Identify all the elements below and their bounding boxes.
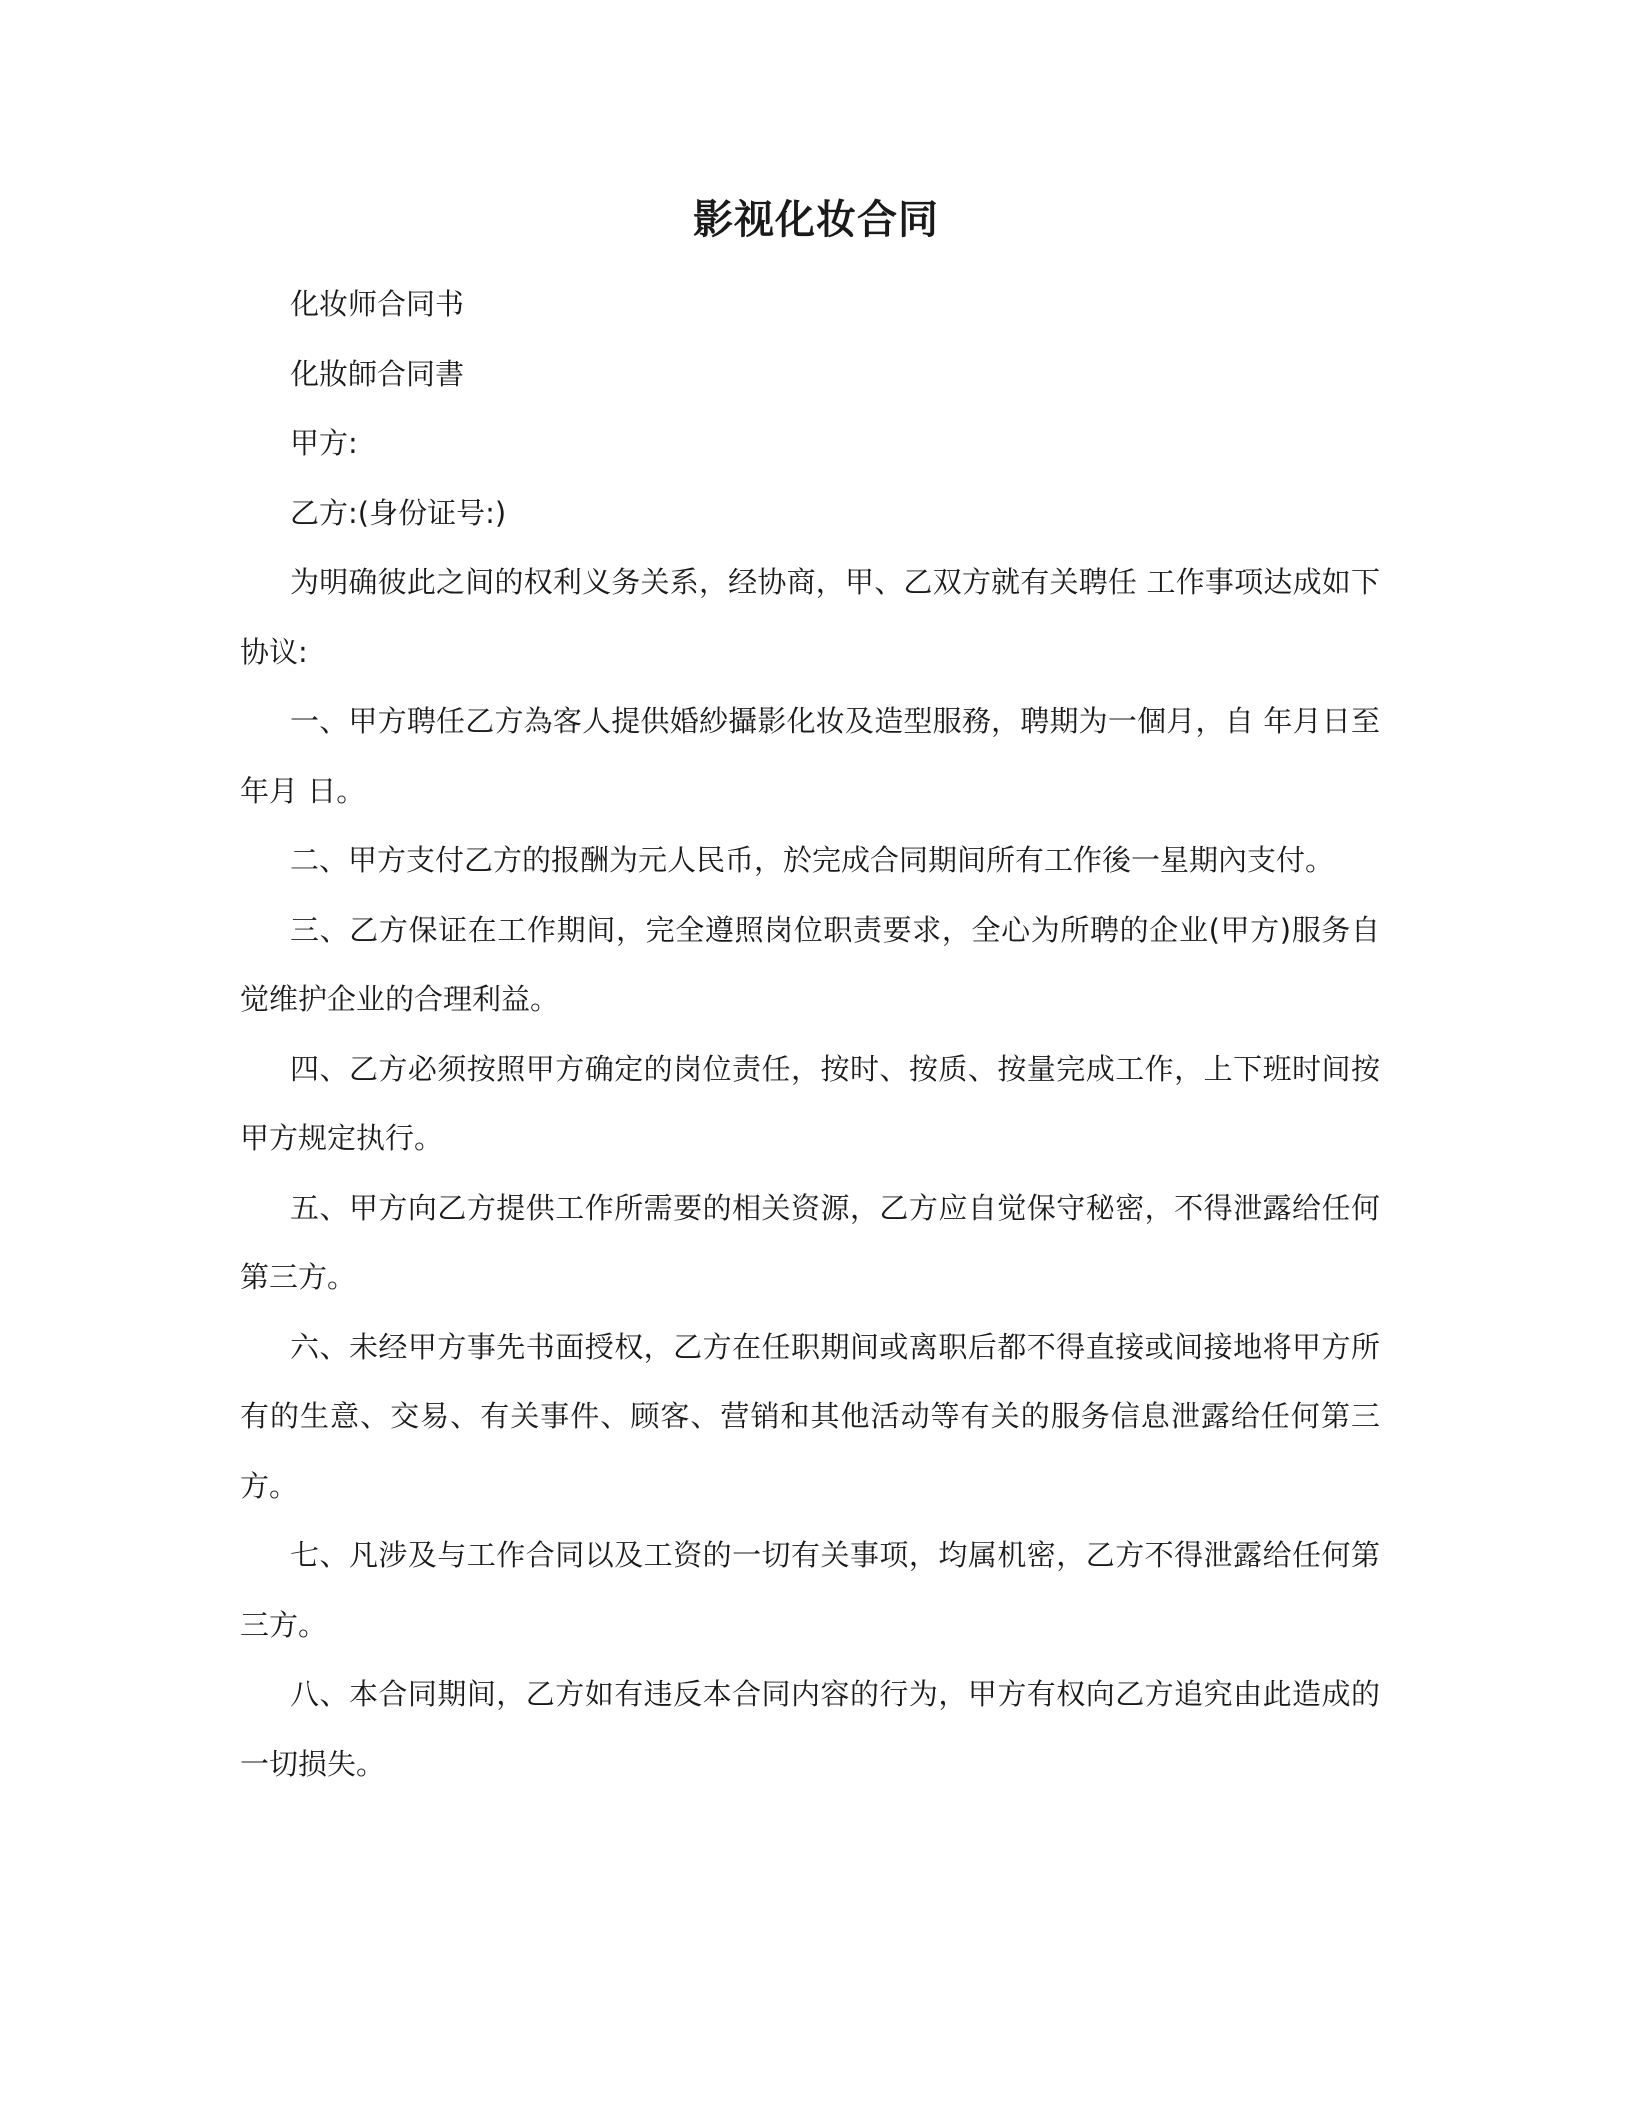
clause-6: 六、未经甲方事先书面授权，乙方在任职期间或离职后都不得直接或间接地将甲方所有的生意、交易、有关事件、顾客、营销和其他活动等有关的服务信息泄露给任何第三方。	[240, 1329, 1380, 1503]
heading-contract-traditional: 化妝師合同書	[290, 356, 465, 391]
clause-1: 一、甲方聘任乙方為客人提供婚紗攝影化妆及造型服務，聘期为一個月，自 年月日至 年月 日。	[240, 704, 1380, 808]
heading-contract-simplified: 化妆师合同书	[290, 287, 465, 321]
clause-7: 七、凡涉及与工作合同以及工资的一切有关事项，均属机密，乙方不得泄露给任何第三方。	[240, 1538, 1380, 1642]
clause-4: 四、乙方必须按照甲方确定的岗位责任，按时、按质、按量完成工作，上下班时间按甲方规定执行。	[240, 1051, 1380, 1155]
clause-3: 三、乙方保证在工作期间，完全遵照岗位职责要求，全心为所聘的企业(甲方)服务自觉维护企业的合理利益。	[240, 912, 1380, 1016]
party-b-line: 乙方:(身份证号:)	[290, 495, 507, 530]
clause-2: 二、甲方支付乙方的报酬为元人民币，於完成合同期间所有工作後一星期內支付。	[290, 843, 1335, 877]
document-body	[240, 270, 1380, 1799]
preamble-paragraph: 为明确彼此之间的权利义务关系，经协商，甲、乙双方就有关聘任 工作事项达成如下协议:	[240, 565, 1380, 669]
clause-8: 八、本合同期间，乙方如有违反本合同内容的行为，甲方有权向乙方追究由此造成的一切损失。	[240, 1677, 1380, 1781]
clause-5: 五、甲方向乙方提供工作所需要的相关资源，乙方应自觉保守秘密，不得泄露给任何第三方。	[240, 1190, 1380, 1294]
document-title: 影视化妆合同	[693, 197, 939, 243]
party-a-line: 甲方:	[290, 426, 358, 460]
